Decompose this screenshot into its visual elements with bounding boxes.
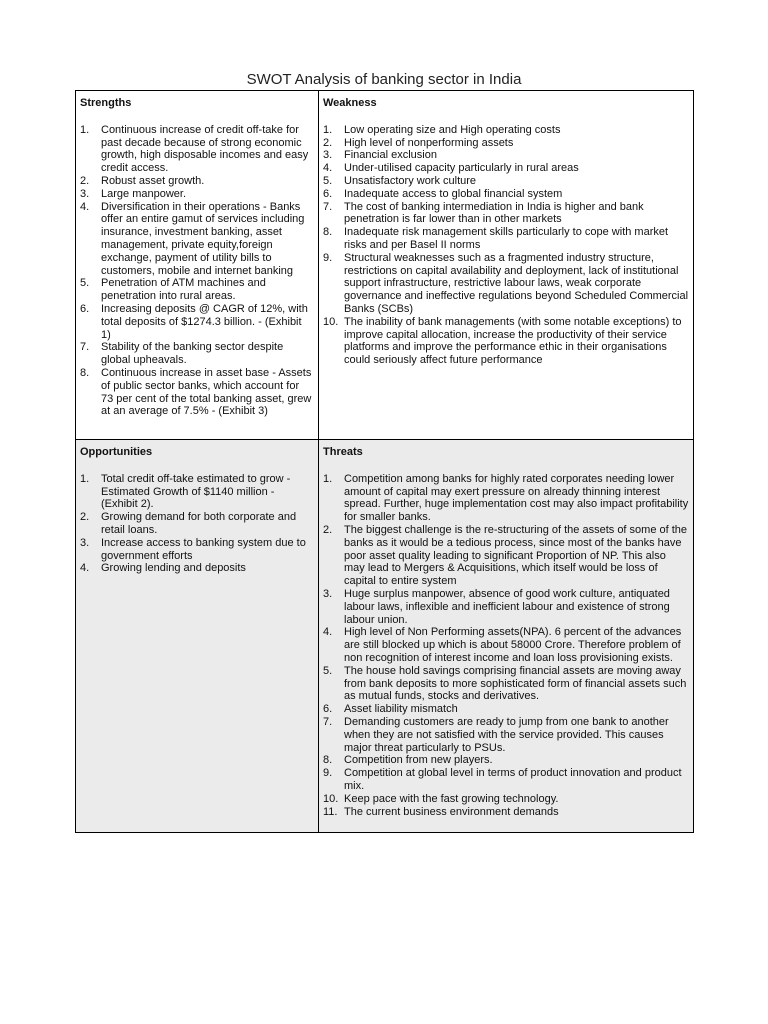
- list-number: 11.: [323, 805, 338, 818]
- threats-item: [323, 665, 689, 703]
- weakness-item: [323, 226, 689, 252]
- list-item-text: Inadequate risk management skills particularly to cope with market risks and per Basel II norms: [344, 226, 669, 251]
- list-item-text: Continuous increase in asset base - Assets of public sector banks, which account for 73 per cent of the total banking asset, grew at an average of 7.5% - (Exhibit 3): [101, 366, 312, 418]
- weakness-item: [323, 252, 689, 316]
- strengths-item: [80, 188, 314, 201]
- strengths-item: [80, 277, 314, 303]
- strengths-cell: [76, 91, 319, 440]
- list-item-text: Growing lending and deposits: [101, 562, 246, 575]
- list-number: 5.: [80, 277, 90, 290]
- threats-item: [323, 716, 689, 754]
- strengths-item: [80, 341, 314, 367]
- list-number: 3.: [80, 536, 90, 549]
- swot-table: [75, 90, 694, 833]
- list-item-text: Inadequate access to global financial system: [344, 187, 563, 200]
- list-item-text: The current business environment demands: [344, 805, 559, 818]
- list-number: 1.: [323, 123, 333, 136]
- list-item-text: Growing demand for both corporate and retail loans.: [101, 511, 297, 536]
- threats-item: [323, 588, 689, 626]
- list-item-text: Increase access to banking system due to government efforts: [101, 536, 306, 562]
- weakness-item: [323, 175, 689, 188]
- list-number: 1.: [80, 472, 90, 485]
- threats-item: [323, 767, 689, 793]
- list-number: 1.: [80, 123, 90, 136]
- threats-item: [323, 754, 689, 767]
- list-number: 8.: [323, 226, 333, 239]
- list-number: 2.: [80, 511, 90, 524]
- weakness-item: [323, 201, 689, 227]
- list-item-text: Structural weaknesses such as a fragmented industry structure, restrictions on capital availability and deployment, lack of institutional support infrastructure, restrictive labour laws, weak corporate governance and ineffective regulations beyond Scheduled Commercial Banks (SCBs): [344, 251, 689, 315]
- list-item-text: Under-utilised capacity particularly in rural areas: [344, 162, 579, 175]
- list-item-text: Demanding customers are ready to jump from one bank to another when they are not satisfied with the service provided. This causes major threat particularly to PSUs.: [344, 715, 669, 754]
- strengths-heading: Strengths: [80, 97, 132, 109]
- list-item-text: Diversification in their operations - Banks offer an entire gamut of services including insurance, investment banking, asset management, private equity,foreign exchange, payment of utility bills to customers, mobile and internet banking: [101, 200, 305, 277]
- opportunities-item: [80, 562, 314, 575]
- list-item-text: Penetration of ATM machines and penetration into rural areas.: [101, 277, 266, 303]
- list-item-text: Continuous increase of credit off-take for past decade because of strong economic growth, high disposable incomes and easy credit access.: [101, 123, 309, 175]
- list-item-text: Increasing deposits @ CAGR of 12%, with total deposits of $1274.3 billion. - (Exhibit 1): [101, 302, 308, 341]
- strengths-list: [80, 124, 314, 418]
- list-number: 3.: [323, 587, 333, 600]
- list-number: 5.: [323, 664, 333, 677]
- strengths-item: [80, 201, 314, 278]
- list-number: 3.: [80, 187, 90, 200]
- list-number: 6.: [323, 703, 333, 716]
- opportunities-heading: Opportunities: [80, 446, 153, 458]
- list-number: 1.: [323, 472, 333, 485]
- opportunities-item: [80, 537, 314, 563]
- list-number: 5.: [323, 174, 333, 187]
- threats-item: [323, 524, 689, 588]
- weakness-heading: Weakness: [323, 97, 377, 109]
- threats-heading: Threats: [323, 446, 363, 458]
- threats-cell: [319, 440, 694, 833]
- list-item-text: Stability of the banking sector despite global upheavals.: [101, 341, 284, 367]
- weakness-item: [323, 188, 689, 201]
- list-item-text: Huge surplus manpower, absence of good work culture, antiquated labour laws, inflexible and inefficient labour and existence of strong labour union.: [344, 587, 670, 626]
- list-number: 4.: [323, 162, 333, 175]
- threats-item: [323, 793, 689, 806]
- list-item-text: Financial exclusion: [344, 149, 437, 162]
- list-item-text: Robust asset growth.: [101, 174, 205, 187]
- strengths-item: [80, 175, 314, 188]
- strengths-item: [80, 303, 314, 341]
- list-number: 4.: [80, 200, 90, 213]
- list-item-text: Total credit off-take estimated to grow - Estimated Growth of $1140 million - (Exhibit 2).: [101, 472, 291, 511]
- list-item-text: High level of nonperforming assets: [344, 136, 514, 149]
- list-number: 10.: [323, 792, 339, 805]
- opportunities-cell: [76, 440, 319, 833]
- weakness-item: [323, 124, 689, 137]
- strengths-item: [80, 124, 314, 175]
- list-item-text: Keep pace with the fast growing technology.: [344, 792, 559, 805]
- list-number: 9.: [323, 767, 333, 780]
- threats-item: [323, 473, 689, 524]
- list-item-text: Low operating size and High operating costs: [344, 123, 561, 136]
- list-number: 4.: [80, 562, 90, 575]
- list-number: 7.: [323, 200, 333, 213]
- list-item-text: Competition at global level in terms of product innovation and product mix.: [344, 767, 682, 792]
- list-item-text: The house hold savings comprising financial assets are moving away from bank deposits to more sophisticated form of financial assets such as mutual funds, stocks and derivatives.: [344, 664, 687, 703]
- list-number: 2.: [80, 174, 90, 187]
- opportunities-list: [80, 473, 314, 575]
- weakness-item: [323, 137, 689, 150]
- list-item-text: Asset liability mismatch: [344, 703, 458, 716]
- weakness-item: [323, 316, 689, 367]
- list-number: 9.: [323, 251, 333, 264]
- list-item-text: Large manpower.: [101, 187, 186, 200]
- list-number: 8.: [323, 754, 333, 767]
- opportunities-item: [80, 511, 314, 537]
- list-item-text: The inability of bank managements (with some notable exceptions) to improve capital allocation, increase the productivity of their service platforms and improve the performance ethic in their organisations could seriously affect future performance: [344, 315, 682, 367]
- list-number: 2.: [323, 523, 333, 536]
- list-number: 4.: [323, 626, 333, 639]
- weakness-item: [323, 162, 689, 175]
- list-item-text: The cost of banking intermediation in India is higher and bank penetration is far lower than in other markets: [344, 200, 644, 226]
- list-number: 6.: [323, 187, 333, 200]
- list-number: 6.: [80, 302, 90, 315]
- list-number: 10.: [323, 315, 339, 328]
- list-item-text: Unsatisfactory work culture: [344, 174, 477, 187]
- list-item-text: Competition among banks for highly rated corporates needing lower amount of capital may exert pressure on already thinning interest spread. Further, huge implementation cost may also impact profitability for smaller banks.: [344, 472, 689, 524]
- weakness-list: [323, 124, 689, 367]
- list-item-text: Competition from new players.: [344, 754, 493, 767]
- list-item-text: High level of Non Performing assets(NPA). 6 percent of the advances are still blocked up which is about 58000 Crore. Therefore problem of non recognition of interest income and loan loss provisioning exists.: [344, 626, 682, 664]
- list-number: 8.: [80, 366, 90, 379]
- strengths-item: [80, 367, 314, 418]
- list-number: 7.: [323, 715, 333, 728]
- page-title: SWOT Analysis of banking sector in India: [246, 71, 522, 88]
- weakness-cell: [319, 91, 694, 440]
- threats-item: [323, 703, 689, 716]
- threats-item: [323, 806, 689, 819]
- threats-list: [323, 473, 689, 819]
- opportunities-item: [80, 473, 314, 511]
- list-number: 7.: [80, 341, 90, 354]
- weakness-item: [323, 149, 689, 162]
- list-item-text: The biggest challenge is the re-structuring of the assets of some of the banks as it would be a tedious process, since most of the banks have poor asset quality leading to significant Proportion of NP. This also may lead to Mergers & Acquisitions, which itself would be loss of capital to entire system: [344, 523, 688, 588]
- threats-item: [323, 626, 689, 664]
- list-number: 3.: [323, 149, 333, 162]
- list-number: 2.: [323, 136, 333, 149]
